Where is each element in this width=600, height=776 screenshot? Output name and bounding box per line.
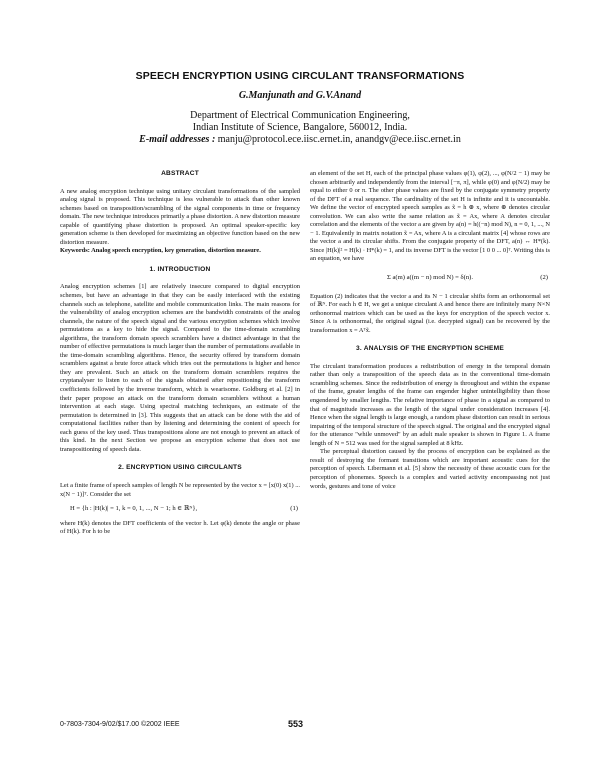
keywords-text: Analog speech encryption, key generation, distortion measure. [91, 247, 261, 255]
introduction-heading: 1. INTRODUCTION [149, 265, 211, 273]
introduction-text: Analog encryption schemes [1] are relatively insecure compared to digital encryption schemes, but have an advantage in that they can be easily interfaced with the existing channels such as telephone, satellite and mobile communication links. The main reasons for the vulnerability of analog encryption schemes are the bandwidth constraints of the analog channels, the nature of the speech signal and the various encryption schemes which involve permutations as a key to hide the signal. Compared to the time-domain scrambling algorithms, the transform domain speech scramblers have a distinct advantage in that the number of effective permutations is much larger than the number of permutations available in the time-domain scrambling algorithms. Hence, the security offered by transform domain scramblers against a brute force attack which tries out the permutations is higher and hence they are prevalent. Such an attack on the transform domain scramblers requires the cryptanalyser to listen to each of the signals obtained after repositioning the transform coefficients followed by the inverse transform, which is wearisome. Goldburg et al. [2] in their paper propose an attack on the transform domain scramblers without a human intervention at each stage. Using spectral matching techniques, an estimate of the permutation is determined in [3]. This suggests that an attack can be done with the aid of computational facilities rather than by listening and determining the content of speech for each guess of the key used. Thus transpositions alone are not enough to prevent an attack of this kind. In the next Section we propose an encryption scheme that does not use transpositioning of speech data. [60, 283, 300, 453]
section-3-heading: 3. ANALYSIS OF THE ENCRYPTION SCHEME [356, 345, 504, 353]
equation-1-number: (1) [290, 505, 298, 513]
section-2-right-text: an element of the set H, each of the principal phase values φ(1), φ(2), ..., φ(N/2 − 1) may be chosen arbitrarily and independently from the interval [−π, π], while φ(0) and φ(N/2) may be equal to either 0 or π. The other phase values are fixed by the conjugate symmetry property of the DFT of a real sequence. The cardinality of the set H is infinite and it is uncountable. We define the vector of encrypted speech samples as x̃ = h ⊛ x, where ⊛ denotes circular convolution. We can also write the same relation as x̃ = Ax, where A denotes circular correlation and the elements of the vector a are given by a(n) = h((−n) mod N), n = 0, 1, ..., N − 1. Equivalently in matrix notation x̃ = Ax, where A is a circulant matrix [4] whose rows are the vector a and its circular shifts. From the conjugate property of the DFT, a(n) ↔ H*(k). Since |H(k)|² = H(k) · H*(k) = 1, and its inverse DFT is the vector [1 0 0 ... 0]ᵀ. Writing this is an equation, we have [310, 170, 550, 263]
equation-2-body: Σ a(m) a((m − n) mod N) = δ(n). [387, 274, 473, 282]
paper-authors: G.Manjunath and G.V.Anand [238, 90, 362, 101]
keywords-label: Keywords: [60, 247, 90, 255]
section-3-text: The circulant transformation produces a redistribution of energy in the temporal domain rather than only a transposition of the speech data as in the conventional time-domain scrambling schemes. Since the redistribution of energy is throughout and within the expanse of the frame, greater lengths of the frame can engender higher unintelligibility than those engendered by smaller lengths. The relative importance of phase in a signal as compared to that of magnitude increases as the length of the signal under consideration increases [4]. Hence when the signal length is large enough, a random phase distortion can result in serious impairing of the temporal structure of the speech signal. The original and the encrypted signal for the utterance "while unmoved" by an adult male speaker is shown in Figure 1. A frame length of N = 512 was used for the signal sampled at 8 kHz. [310, 362, 550, 447]
email-line [0, 134, 600, 146]
right-column [310, 170, 550, 491]
equation-1-body: H = {h : |H(k)| = 1, k = 0, 1, ..., N − 1; h ∈ ℝᴺ}, [70, 505, 198, 513]
email-value: manju@protocol.ece.iisc.ernet.in, anandgv@ece.iisc.ernet.in [217, 134, 461, 145]
email-label: E-mail addresses : [139, 134, 216, 145]
paper-title: SPEECH ENCRYPTION USING CIRCULANT TRANSFORMATIONS [135, 70, 465, 82]
section-2-right-text-2: Equation (2) indicates that the vector a and its N − 1 circular shifts form an orthonormal set of ℝᴺ. For each h ∈ H, we get a unique circulant A and hence there are infinitely many N×N orthonormal matrices which can be used as the keys for encryption of the speech vector x. Since A is orthonormal, the original signal (i.e. decrypted signal) can be recovered by the transformation x = Aᵀx̃. [310, 292, 550, 334]
section-2-heading: 2. ENCRYPTION USING CIRCULANTS [118, 464, 242, 472]
left-column [60, 170, 300, 537]
footer-copyright: 0-7803-7304-9/02/$17.00 ©2002 IEEE [60, 721, 180, 728]
equation-2-number: (2) [540, 274, 548, 282]
abstract-text: A new analog encryption technique using unitary circulant transformations of the sampled analog signal is proposed. This technique is less vulnerable to attack than other known schemes based on transposition/scrambling of the signal components in time or frequency domain. The new technique introduces primarily a phase distortion. A new distortion measure capable of quantifying phase distortion is proposed. An optimal speaker-specific key generation scheme is then developed for maximizing an objective function based on the new distortion measure. [60, 187, 300, 246]
page-number: 553 [288, 719, 304, 729]
section-3-text-2: The perceptual distortion caused by the process of encryption can be explained as the result of destroying the formant transitions which are important acoustic cues for the perception of speech. Libermann et al. [5] show the necessity of these acoustic cues for the perception of phonemes. Speech is a complex and varied activity encompassing not just words, gestures and tone of voice [310, 448, 550, 490]
keywords [60, 247, 300, 256]
affiliation-line-1: Department of Electrical Communication Engineering, [190, 110, 410, 121]
section-2-text-continued: where H(k) denotes the DFT coefficients of the vector h. Let φ(k) denote the angle or phase of H(k). For h to be [60, 519, 300, 536]
equation-2 [310, 274, 550, 283]
equation-1 [60, 505, 300, 514]
section-2-text: Let a finite frame of speech samples of length N be represented by the vector x = [x(0) x(1) ... x(N − 1)]ᵀ. Consider the set [60, 481, 300, 498]
abstract-heading: ABSTRACT [161, 170, 199, 177]
affiliation-line-2: Indian Institute of Science, Bangalore, 560012, India. [192, 122, 408, 133]
